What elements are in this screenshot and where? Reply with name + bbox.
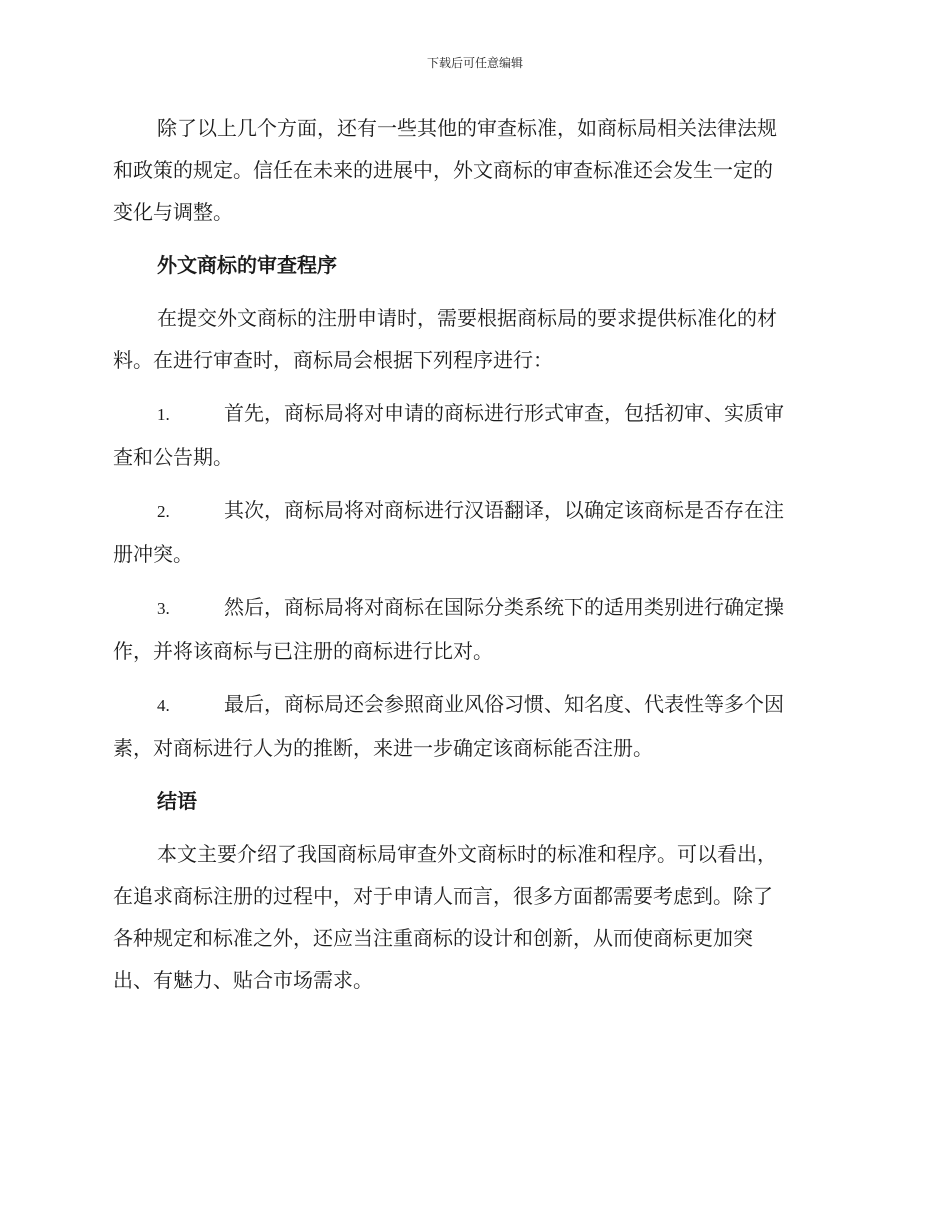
section-heading-procedure: 外文商标的审查程序 [157, 253, 337, 277]
list-item [113, 489, 833, 575]
conclusion-line-1: 本文主要介绍了我国商标局审查外文商标时的标准和程序。可以看出， [157, 842, 777, 866]
page-header: 下载后可任意编辑 [426, 56, 523, 70]
list-item-line-2: 素，对商标进行人为的推断，来进一步确定该商标能否注册。 [113, 736, 653, 760]
list-item-line-1: 然后，商标局将对商标在国际分类系统下的适用类别进行确定操 [224, 595, 784, 619]
list-item [113, 683, 833, 769]
list-item [113, 586, 833, 672]
conclusion-line-2: 在追求商标注册的过程中，对于申请人而言，很多方面都需要考虑到。除了 [113, 884, 773, 908]
list-item [113, 392, 833, 478]
intro-line-1: 除了以上几个方面，还有一些其他的审查标准，如商标局相关法律法规 [157, 116, 777, 140]
section-heading-conclusion: 结语 [157, 789, 197, 813]
procedure-line-1: 在提交外文商标的注册申请时，需要根据商标局的要求提供标准化的材 [157, 306, 777, 330]
list-item-line-1: 首先，商标局将对申请的商标进行形式审查，包括初审、实质审 [224, 401, 784, 425]
conclusion-line-3: 各种规定和标准之外，还应当注重商标的设计和创新，从而使商标更加突 [113, 926, 753, 950]
list-item-line-1: 最后，商标局还会参照商业风俗习惯、知名度、代表性等多个因 [224, 692, 784, 716]
conclusion-line-4: 出、有魅力、贴合市场需求。 [113, 968, 373, 992]
intro-line-3: 变化与调整。 [113, 200, 233, 224]
procedure-paragraph [113, 297, 833, 381]
procedure-line-2: 料。在进行审查时，商标局会根据下列程序进行： [113, 348, 553, 372]
page-content [113, 107, 833, 1001]
list-item-number: 2. [157, 502, 170, 521]
list-item-line-2: 册冲突。 [113, 542, 193, 566]
list-item-number: 1. [157, 405, 170, 424]
list-item-line-2: 查和公告期。 [113, 445, 233, 469]
intro-paragraph [113, 107, 833, 233]
list-item-line-1: 其次，商标局将对商标进行汉语翻译，以确定该商标是否存在注 [224, 498, 784, 522]
conclusion-paragraph [113, 833, 833, 1001]
list-item-line-2: 作，并将该商标与已注册的商标进行比对。 [113, 639, 493, 663]
intro-line-2: 和政策的规定。信任在未来的进展中，外文商标的审查标准还会发生一定的 [113, 158, 773, 182]
list-item-number: 4. [157, 696, 170, 715]
list-item-number: 3. [157, 599, 170, 618]
